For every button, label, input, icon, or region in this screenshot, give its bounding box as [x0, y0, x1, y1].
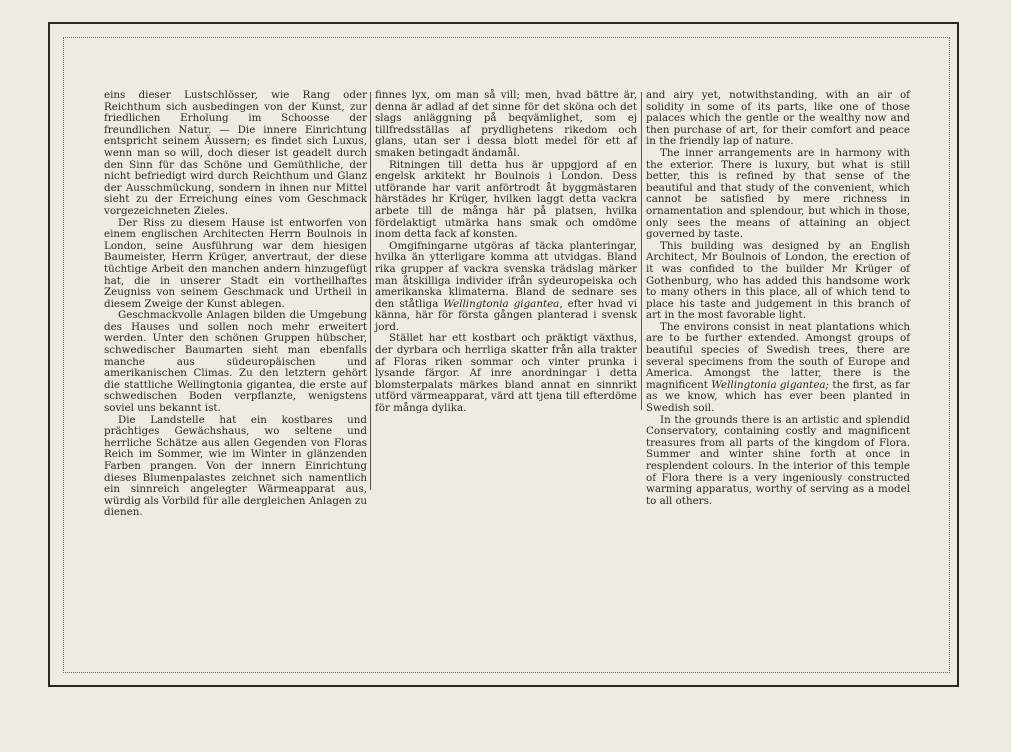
english-text: The environs consist in neat plantations which are to be further extended. Amongst groups of beautiful species of Swedish trees, there are several specimens from the south of Europe and America. Amongst the latter, there is the magnificent	[646, 320, 910, 391]
species-name-italic: Wellingtonia gigantea;	[711, 378, 830, 391]
german-paragraph: Die Landstelle hat ein kostbares und prächtiges Gewächshaus, wo seltene und herrliche Schätze aus allen Gegenden von Floras Reich im Sommer, wie im Winter in glänzenden Farben prangen. Von der innern Einrichtung dieses Blumenpalastes zeichnet sich namentlich ein sinnreich angelegter Wärmeapparat aus, würdig als Vorbild für alle dergleichen Anlagen zu dienen.	[104, 413, 367, 519]
english-paragraph	[646, 322, 910, 415]
english-paragraph: This building was designed by an English Architect, Mr Boulnois of London, the erection of it was confided to the builder Mr Krüger of Gothenburg, who has added this handsome work to many others in this place, all of which tend to place his taste and judgement in this branch of art in the most favorable light.	[646, 239, 910, 322]
column-divider	[370, 92, 371, 490]
swedish-text: efter hvad vi känna, här för första gången planterad i svensk jord.	[375, 297, 637, 333]
english-paragraph: and airy yet, notwithstanding, with an air of solidity in some of its parts, like one of those palaces which the gentle or the wealthy now and then purchase of art, for their comfort and peace in the friendly lap of nature.	[646, 89, 910, 148]
german-text-column	[104, 90, 367, 519]
species-name-italic: Wellingtonia gigantea,	[443, 297, 563, 310]
german-paragraph: eins dieser Lustschlösser, wie Rang oder Reichthum sich ausbedingen von der Kunst, zur friedlichen Erholung im Schoosse der freundlichen Natur. — Die innere Einrichtung entspricht seinem Äussern; es findet sich Luxus, wenn man so will, doch dieser ist geadelt durch den Sinn für das Schöne und Gemüthliche, der nicht befriedigt wird durch Reichthum und Glanz der Ausschmückung, sondern in ihnen nur Mittel sieht zu der Erreichung eines vom Geschmack vorgezeichneten Zieles.	[104, 89, 367, 217]
english-paragraph: In the grounds there is an artistic and splendid Conservatory, containing costly and magnificent treasures from all parts of the kingdom of Flora. Summer and winter shine forth at once in resplendent colours. In the interior of this temple of Flora there is a very ingeniously constructed warming apparatus, worthy of serving as a model to all others.	[646, 413, 910, 507]
swedish-paragraph: finnes lyx, om man så vill; men, hvad bättre är, denna är adlad af det sinne för det sköna och det slags anläggning på beqvämlighet, som ej tillfredsställas af prydlighetens rikedom och glans, utan ser i dessa blott medel för ett af smaken betingadt ändamål.	[375, 89, 637, 159]
german-paragraph: Geschmackvolle Anlagen bilden die Umgebung des Hauses und sollen noch mehr erweitert werden. Unter den schönen Gruppen hübscher, schwedischer Baumarten sieht man ebenfalls manche aus südeuropäischen und amerikanischen Climas. Zu den letztern gehört die stattliche Wellingtonia gigantea, die erste auf schwedischen Boden verpflanzte, wenigstens soviel uns bekannt ist.	[104, 309, 367, 415]
swedish-paragraph: Stället har ett kostbart och präktigt växthus, der dyrbara och herrliga skatter från alla trakter af Floras riken sommar och vinter prunka i lysande färgor. Af inre anordningar i detta blomsterpalats märkes bland annat en sinnrikt utförd värmeapparat, värd att tjena till efterdöme för många dylika.	[375, 332, 637, 415]
column-divider	[641, 92, 642, 410]
english-text: the first, as far as we know, which has ever been planted in Swedish soil.	[646, 378, 911, 415]
swedish-paragraph	[375, 241, 637, 334]
english-paragraph: The inner arrangements are in harmony with the exterior. There is luxury, but what is still better, this is refined by that sense of the beautiful and that study of the convenient, which cannot be satisfied by mere richness in ornamentation and splendour, but which in those, only sees the means of attaining an object governed by taste.	[646, 146, 910, 241]
swedish-text: Omgifningarne utgöras af täcka planteringar, hvilka än ytterligare komma att utvidgas. Bland rika grupper af vackra svenska trädslag märker man åtskilliga individer ifrån sydeuropeiska och amerikanska klimaterna. Bland de sednare ses den ståtliga	[375, 239, 637, 310]
english-text-column	[646, 90, 910, 507]
swedish-paragraph: Ritningen till detta hus är uppgjord af en engelsk arkitekt hr Boulnois i London. Dess utförande har varit anförtrodt åt byggmästaren härstädes hr Krüger, hvilken laggt detta vackra arbete till de många här på platsen, hvilka fördelaktigt utmärka hans smak och omdöme inom detta fack af konsten.	[375, 158, 637, 241]
swedish-text-column	[375, 90, 637, 415]
german-paragraph: Der Riss zu diesem Hause ist entworfen von einem englischen Architecten Herrn Boulnois in London, seine Ausführung war dem hiesigen Baumeister, Herrn Krüger, anvertraut, der diese tüchtige Arbeit den manchen andern hinzugefügt hat, die in unserer Stadt ein vortheilhaftes Zeugniss von seinem Geschmack und Urtheil in diesem Zweige der Kunst ablegen.	[104, 216, 367, 310]
